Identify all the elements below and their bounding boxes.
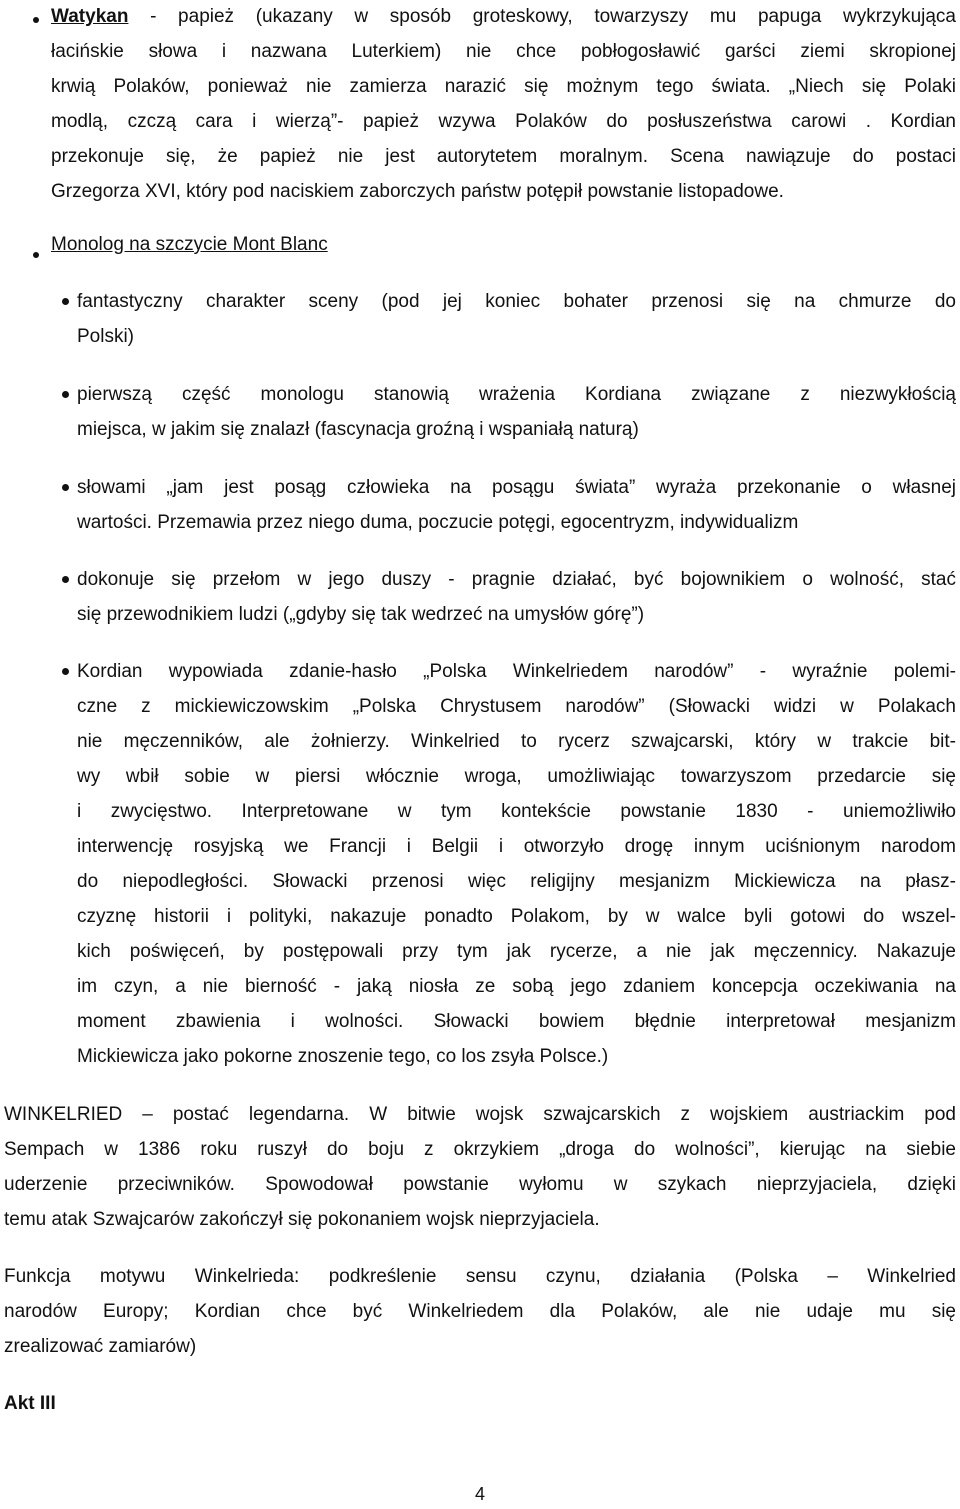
- watykan-line: Grzegorza XVI, który pod naciskiem zaborczych państw potępił powstanie listopadowe.: [51, 181, 784, 202]
- monolog-point-line: miejsca, w jakim się znalazł (fascynacja groźną i wspaniałą naturą): [77, 419, 639, 440]
- monolog-point-line: się przewodnikiem ludzi („gdyby się tak wedrzeć na umysłów górę”): [77, 604, 645, 625]
- bullet-icon: [62, 298, 69, 305]
- monolog-point-line: Kordian wypowiada zdanie-hasło „Polska Winkelriedem narodów” - wyraźnie polemi-: [77, 661, 956, 682]
- bullet-icon: [33, 252, 39, 258]
- bullet-icon: [33, 17, 39, 23]
- monolog-point-line: i zwycięstwo. Interpretowane w tym kontekście powstanie 1830 - uniemożliwiło: [77, 801, 956, 822]
- watykan-term: Watykan: [51, 6, 129, 27]
- watykan-line: łacińskie słowa i nazwana Luterkiem) nie chce pobłogosławić garści ziemi skropionej: [51, 41, 956, 62]
- bullet-icon: [62, 668, 69, 675]
- monolog-point-line: moment zbawienia i wolności. Słowacki bowiem błędnie interpretował mesjanizm: [77, 1011, 956, 1032]
- bullet-icon: [62, 484, 69, 491]
- winkelried-line: temu atak Szwajcarów zakończył się pokonaniem wojsk nieprzyjaciela.: [4, 1209, 600, 1230]
- page-number: 4: [474, 1484, 485, 1504]
- funkcja-line: narodów Europy; Kordian chce być Winkelriedem dla Polaków, ale nie udaje mu się: [4, 1301, 956, 1322]
- monolog-point-line: Polski): [77, 326, 135, 347]
- monolog-point-line: czyznę historii i polityki, nakazuje ponadto Polakom, by w walce byli gotowi do wszel-: [77, 906, 956, 927]
- monolog-heading: Monolog na szczycie Mont Blanc: [51, 234, 328, 255]
- monolog-point-line: wartości. Przemawia przez niego duma, poczucie potęgi, egocentryzm, indywidualizm: [77, 512, 799, 533]
- monolog-point-line: kich poświęceń, by postępowali przy tym jak rycerze, a nie jak męczennicy. Nakazuje: [77, 941, 956, 962]
- monolog-point-line: im czyn, a nie bierność - jaką niosła ze sobą jego zdaniem koncepcja oczekiwania na: [77, 976, 956, 997]
- bullet-icon: [62, 391, 69, 398]
- watykan-line: modlą, czczą cara i wierzą”- papież wzywa Polaków do posłuszeństwa carowi . Kordian: [51, 111, 956, 132]
- monolog-point-line: do niepodległości. Słowacki przenosi więc religijny mesjanizm Mickiewicza na płasz-: [77, 871, 956, 892]
- watykan-line: przekonuje się, że papież nie jest autorytetem moralnym. Scena nawiązuje do postaci: [51, 146, 956, 167]
- winkelried-line: WINKELRIED – postać legendarna. W bitwie wojsk szwajcarskich z wojskiem austriackim pod: [4, 1104, 956, 1125]
- funkcja-line: zrealizować zamiarów): [4, 1336, 197, 1357]
- monolog-point-line: Mickiewicza jako pokorne znoszenie tego, co los zsyła Polsce.): [77, 1046, 609, 1067]
- monolog-point-line: słowami „jam jest posąg człowieka na posągu świata” wyraża przekonanie o własnej: [77, 477, 956, 498]
- monolog-point-line: fantastyczny charakter sceny (pod jej koniec bohater przenosi się na chmurze do: [77, 291, 956, 312]
- watykan-line: krwią Polaków, ponieważ nie zamierza narazić się możnym tego świata. „Niech się Polaki: [51, 76, 956, 97]
- watykan-line: Watykan - papież (ukazany w sposób groteskowy, towarzyszy mu papuga wykrzykująca: [51, 6, 956, 27]
- monolog-point-line: interwencję rosyjską we Francji i Belgii i otworzyło drogę innym uciśnionym narodom: [77, 836, 956, 857]
- monolog-point-line: czne z mickiewiczowskim „Polska Chrystusem narodów” (Słowacki widzi w Polakach: [77, 696, 956, 717]
- bullet-icon: [62, 576, 69, 583]
- winkelried-line: Sempach w 1386 roku ruszył do boju z okrzykiem „droga do wolności”, kierując na siebie: [4, 1139, 956, 1160]
- monolog-point-line: pierwszą część monologu stanowią wrażenia Kordiana związane z niezwykłością: [77, 384, 956, 405]
- monolog-point-line: nie męczenników, ale żołnierzy. Winkelried to rycerz szwajcarski, który w trakcie bit-: [77, 731, 956, 752]
- winkelried-line: uderzenie przeciwników. Spowodował powstanie wyłomu w szykach nieprzyjaciela, dzięki: [4, 1174, 956, 1195]
- monolog-point-line: wy wbił sobie w piersi włócznie wroga, umożliwiając towarzyszom przedarcie się: [77, 766, 956, 787]
- monolog-point-line: dokonuje się przełom w jego duszy - pragnie działać, być bojownikiem o wolność, stać: [77, 569, 956, 590]
- akt-heading: Akt III: [4, 1393, 56, 1414]
- funkcja-line: Funkcja motywu Winkelrieda: podkreślenie sensu czynu, działania (Polska – Winkelried: [4, 1266, 956, 1287]
